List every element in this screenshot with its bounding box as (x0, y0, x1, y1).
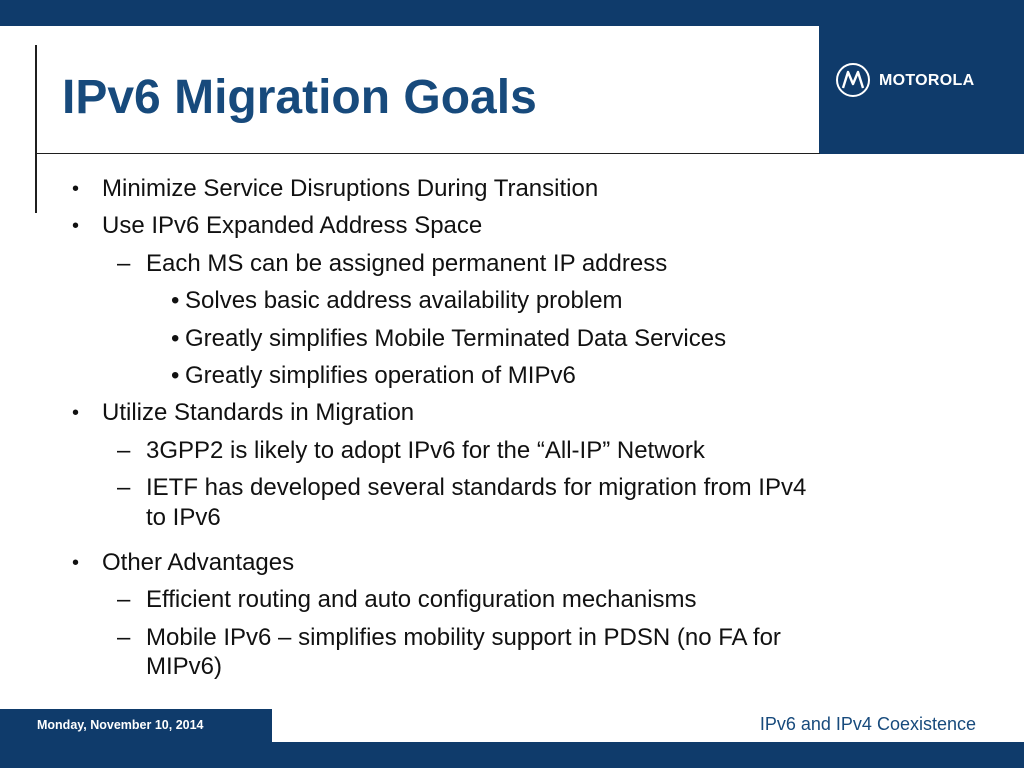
bullet-marker: • (171, 362, 180, 389)
bullet-item: Use IPv6 Expanded Address Space (102, 212, 483, 239)
dash-marker: – (117, 437, 131, 464)
slide-title: IPv6 Migration Goals (62, 71, 537, 124)
top-banner (0, 0, 1024, 26)
bullet-marker: • (72, 178, 80, 200)
footer-date-block (0, 709, 272, 742)
bullet-marker: • (171, 287, 180, 314)
bullet-item: Greatly simplifies Mobile Terminated Data Services (185, 325, 727, 352)
bullet-marker: • (171, 325, 180, 352)
bullet-marker: • (72, 552, 80, 574)
bullet-item: Mobile IPv6 – simplifies mobility support in PDSN (no FA for (146, 624, 781, 651)
title-divider (35, 153, 820, 154)
left-accent-rule (35, 45, 37, 213)
motorola-batwing-icon (835, 62, 871, 98)
bullet-continuation: MIPv6) (146, 653, 223, 680)
bottom-banner (0, 742, 1024, 768)
dash-marker: – (117, 624, 131, 651)
logo-panel (819, 26, 1024, 154)
footer-presentation-title: IPv6 and IPv4 Coexistence (759, 714, 976, 734)
dash-marker: – (117, 250, 131, 277)
bullet-item: IETF has developed several standards for migration from IPv4 (146, 474, 807, 501)
dash-marker: – (117, 474, 131, 501)
footer-date: Monday, November 10, 2014 (37, 718, 204, 732)
bullet-item: 3GPP2 is likely to adopt IPv6 for the “All-IP” Network (146, 437, 705, 464)
bullet-continuation: to IPv6 (146, 504, 221, 531)
bullet-item: Utilize Standards in Migration (102, 399, 415, 426)
bullet-item: Other Advantages (102, 549, 295, 576)
bullet-item: Greatly simplifies operation of MIPv6 (185, 362, 576, 389)
bullet-item: Each MS can be assigned permanent IP address (146, 250, 668, 277)
brand-logo-text: MOTOROLA (879, 72, 975, 89)
bullet-item: Solves basic address availability problem (185, 287, 623, 314)
bullet-item: Minimize Service Disruptions During Transition (102, 175, 599, 202)
bullet-item: Efficient routing and auto configuration mechanisms (146, 586, 697, 613)
dash-marker: – (117, 586, 131, 613)
bullet-marker: • (72, 215, 80, 237)
bullet-marker: • (72, 402, 80, 424)
